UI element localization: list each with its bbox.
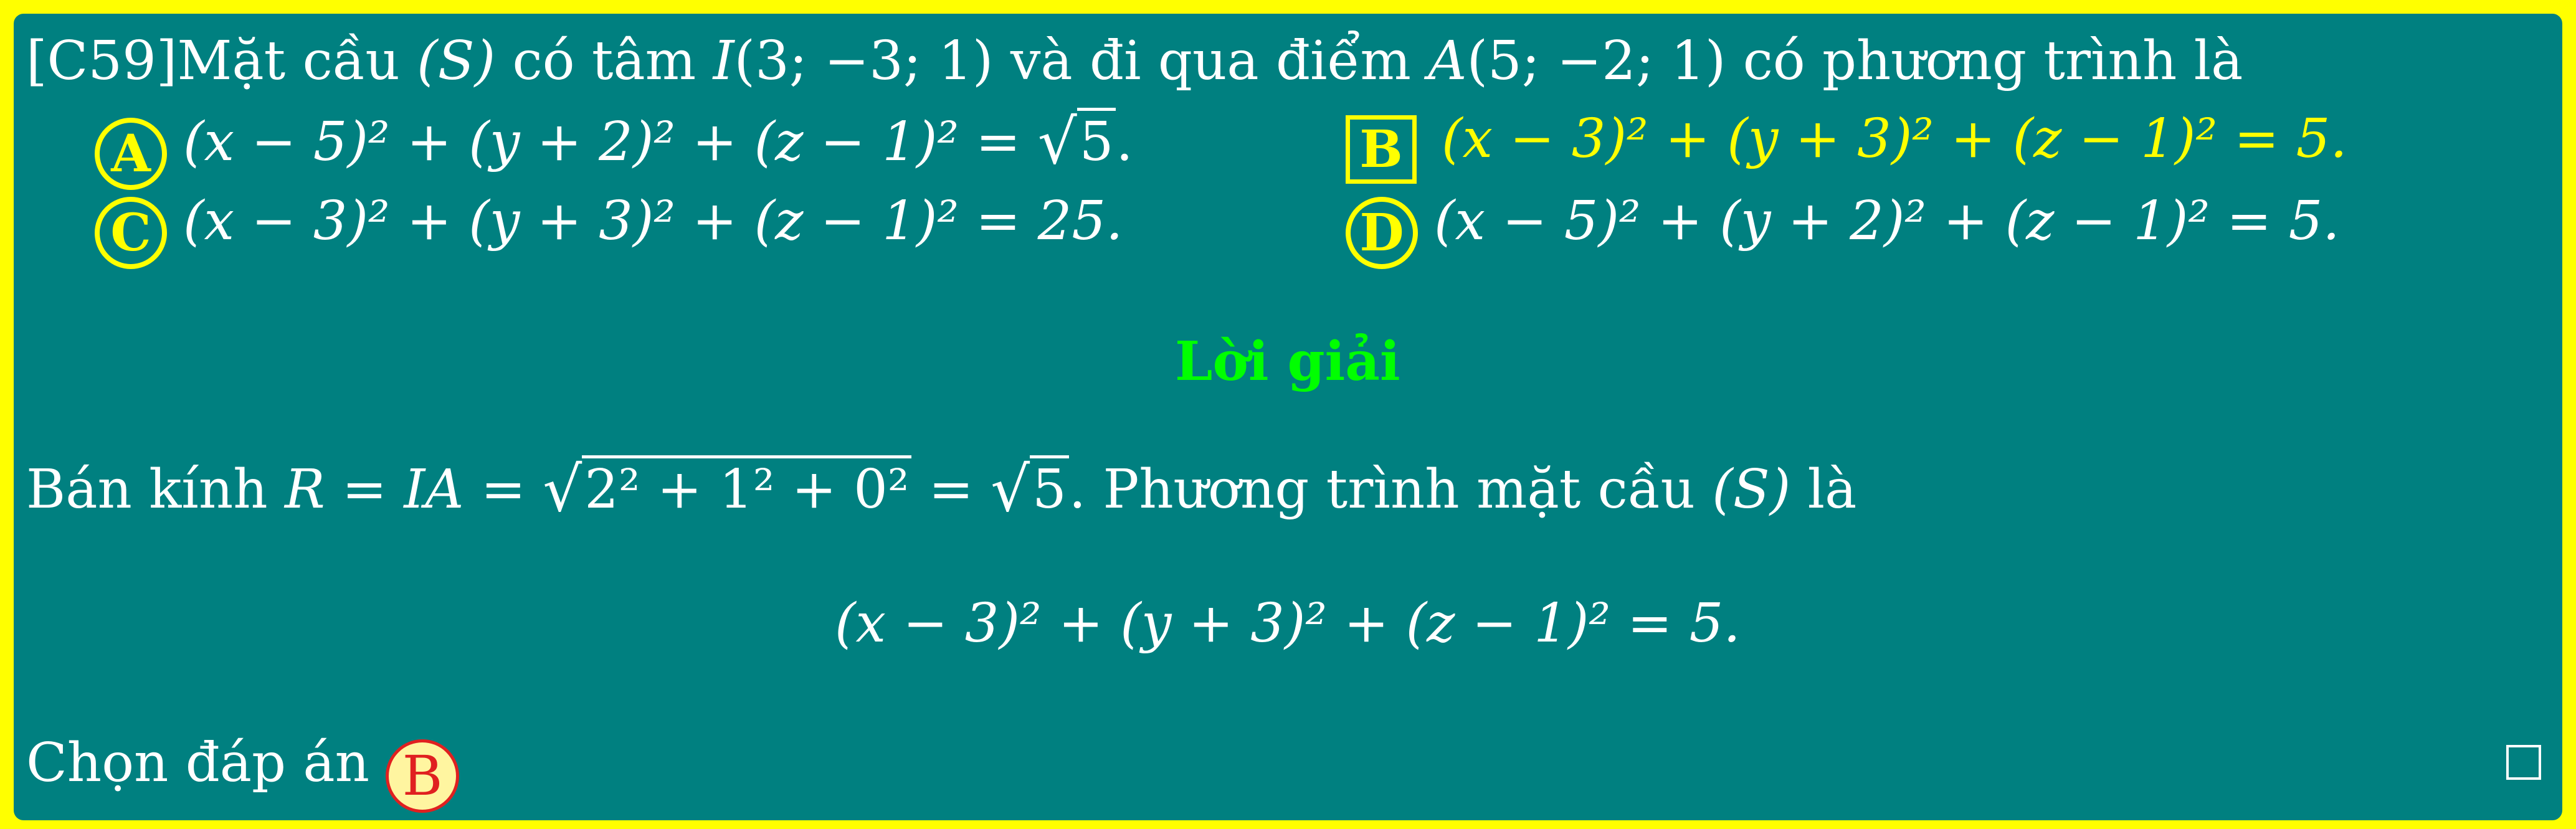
answer-line: Chọn đáp án B bbox=[26, 736, 459, 813]
option-d[interactable] bbox=[1346, 190, 2340, 269]
option-d-text: (x − 5)² + (y + 2)² + (z − 1)² = 5. bbox=[1434, 190, 2340, 252]
option-d-marker: D bbox=[1346, 197, 1418, 269]
question-stem: [C59]Mặt cầu (S) có tâm I(3; −3; 1) và đi qua điểm A(5; −2; 1) có phương trình là bbox=[26, 30, 2243, 92]
answer-badge: B bbox=[386, 739, 459, 813]
option-a[interactable]: A (x − 5)² + (y + 2)² + (z − 1)² = √5. bbox=[95, 112, 1133, 190]
sphere-equation: (x − 3)² + (y + 3)² + (z − 1)² = 5. bbox=[835, 592, 1741, 655]
option-c[interactable] bbox=[95, 190, 1123, 269]
qed-square-icon bbox=[2506, 745, 2541, 780]
option-b[interactable] bbox=[1346, 108, 2347, 184]
option-c-marker: C bbox=[95, 197, 167, 269]
option-b-text: (x − 3)² + (y + 3)² + (z − 1)² = 5. bbox=[1442, 108, 2347, 170]
sqrt-symbol: √5 bbox=[991, 460, 1069, 521]
option-a-marker: A bbox=[95, 118, 167, 190]
sqrt-symbol: √5 bbox=[1038, 112, 1116, 174]
option-b-marker: B bbox=[1346, 115, 1417, 184]
sqrt-symbol: √2² + 1² + 0² bbox=[543, 460, 911, 521]
option-a-lhs: (x − 5)² + (y + 2)² + (z − 1)² = bbox=[183, 111, 1021, 174]
question-id: [C59] bbox=[26, 30, 178, 92]
solution-line: Bán kính R = IA = √2² + 1² + 0² = √5. Phương trình mặt cầu (S) là bbox=[26, 454, 1857, 526]
solution-title: Lời giải bbox=[1175, 330, 1400, 393]
option-c-text: (x − 3)² + (y + 3)² + (z − 1)² = 25. bbox=[183, 190, 1123, 252]
